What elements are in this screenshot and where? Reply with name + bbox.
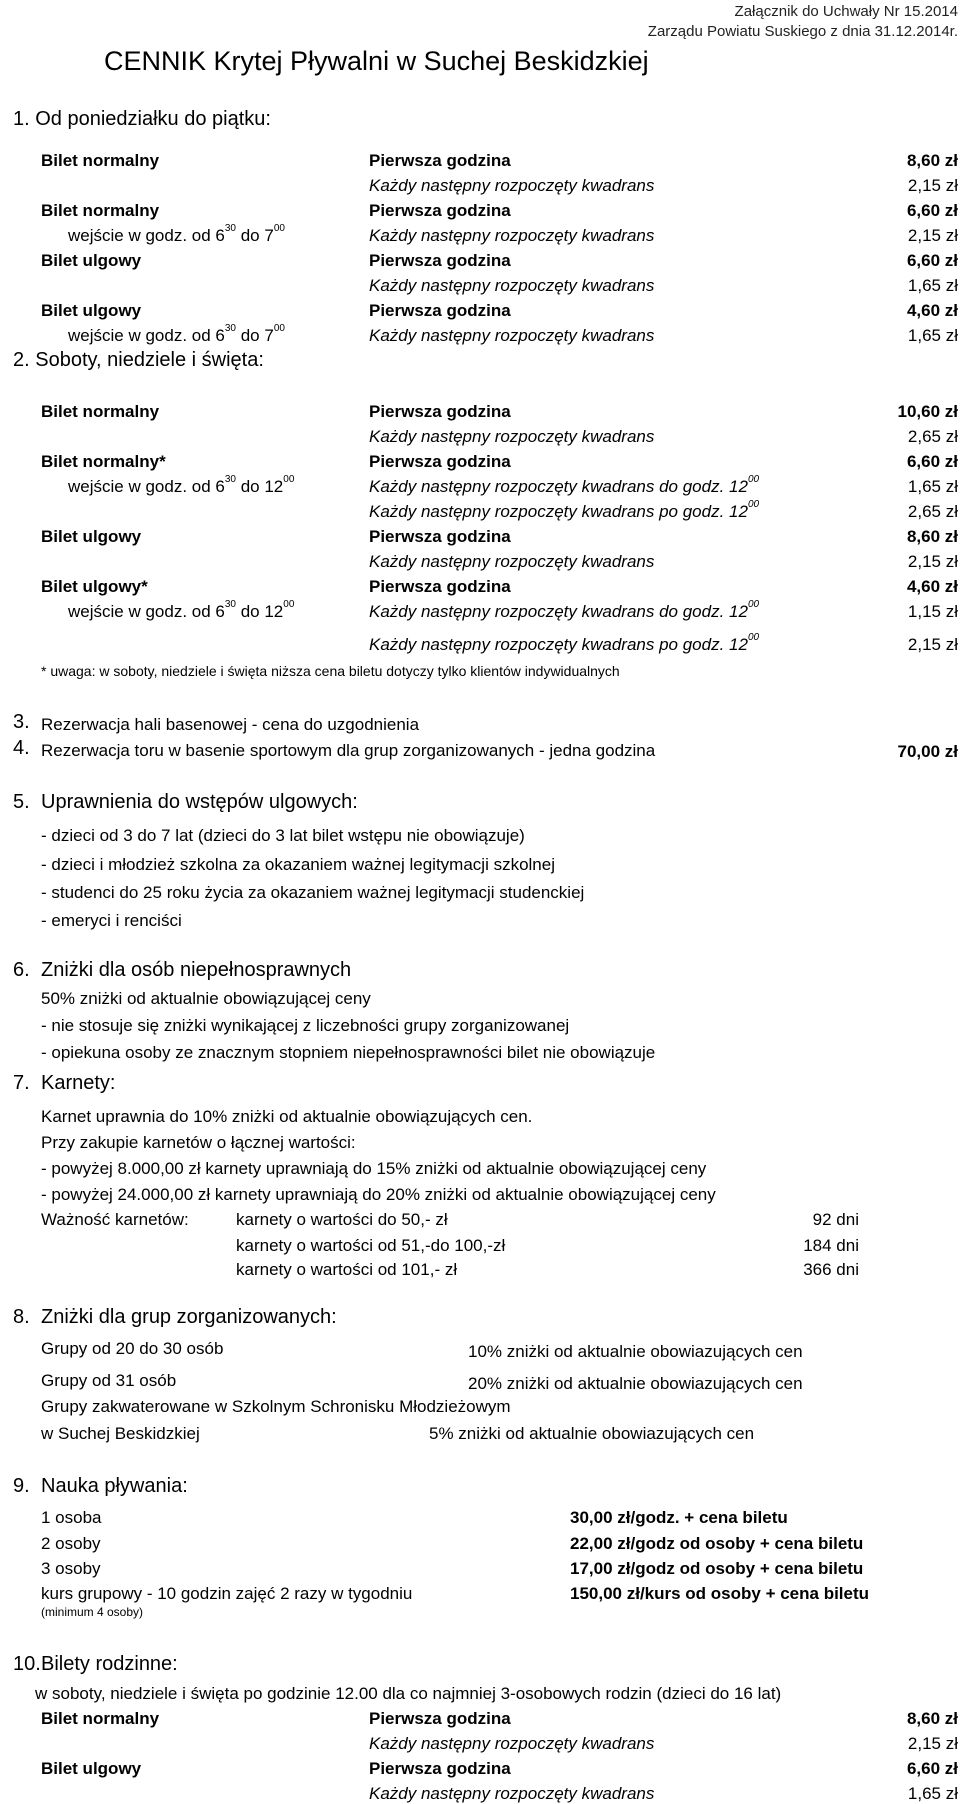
s10-row2-price: 2,15 zł [907,1734,958,1753]
s1-row5-desc: Pierwsza godzina [369,251,511,270]
s9-price-1: 30,00 zł/godz. + cena biletu [570,1508,788,1527]
s8-discount-1: 10% zniżki od aktualnie obowiazujących cen [468,1342,803,1361]
s10-row3-desc: Pierwsza godzina [369,1759,511,1778]
s9-label-3: 3 osoby [41,1559,101,1578]
s8-hostel-line-2: w Suchej Beskidzkiej [41,1424,200,1443]
s9-label-2: 2 osoby [41,1534,101,1553]
s2-row7-desc: Każdy następny rozpoczęty kwadrans [369,552,655,571]
s2-row5-desc: Każdy następny rozpoczęty kwadrans po godz. $12^{00}$ [369,499,760,521]
section-4-num: 4. [13,737,30,759]
s1-row7-desc: Pierwsza godzina [369,301,511,320]
s2-row2-price: 2,65 zł [907,427,958,446]
s2-row10-desc: Każdy następny rozpoczęty kwadrans po godz. $12^{00}$ [369,632,760,654]
s1-row2-desc: Każdy następny rozpoczęty kwadrans [369,176,655,195]
s1-entry-hours-2: wejście w godz. od $6^{30}$ do $7^{00}$ [68,323,285,345]
section-5-num: 5. [13,791,30,813]
s2-row6-price: 8,60 zł [906,527,958,546]
s6-item-3: - opiekuna osoby ze znacznym stopniem niepełnosprawności bilet nie obowiązuje [41,1043,656,1062]
section-6-num: 6. [13,959,30,981]
s1-row3-label: Bilet normalny [41,201,160,220]
s5-item-3: - studenci do 25 roku życia za okazaniem ważnej legitymacji studenckiej [41,883,585,902]
s1-row4-desc: Każdy następny rozpoczęty kwadrans [369,226,655,245]
s9-label-4: kurs grupowy - 10 godzin zajęć 2 razy w tygodniu [41,1584,413,1603]
s2-row9-desc: Każdy następny rozpoczęty kwadrans do godz. $12^{00}$ [369,599,760,621]
s1-row6-price: 1,65 zł [907,276,958,295]
s2-row4-desc: Każdy następny rozpoczęty kwadrans do godz. $12^{00}$ [369,474,760,496]
s10-row1-price: 8,60 zł [906,1709,958,1728]
s1-row1-label: Bilet normalny [41,151,160,170]
s1-row6-desc: Każdy następny rozpoczęty kwadrans [369,276,655,295]
s5-item-1: - dzieci od 3 do 7 lat (dzieci do 3 lat bilet wstępu nie obowiązuje) [41,826,525,845]
s1-row3-price: 6,60 zł [906,201,958,220]
s1-row8-desc: Każdy następny rozpoczęty kwadrans [369,326,655,345]
section-8-num: 8. [13,1306,30,1328]
s7-item-4: - powyżej 24.000,00 zł karnety uprawniają do 20% zniżki od aktualnie obowiązującej ceny [41,1185,716,1204]
s2-row6-label: Bilet ulgowy [41,527,142,546]
s7-validity-desc-2: karnety o wartości od 51,-do 100,-zł [236,1236,506,1255]
s10-row3-price: 6,60 zł [906,1759,958,1778]
s10-row2-desc: Każdy następny rozpoczęty kwadrans [369,1734,655,1753]
section-1-heading: 1. Od poniedziałku do piątku: [13,108,271,130]
s2-row3-price: 6,60 zł [906,452,958,471]
s8-hostel-discount: 5% zniżki od aktualnie obowiazujących cen [429,1424,755,1443]
s1-row7-price: 4,60 zł [906,301,958,320]
s1-row1-price: 8,60 zł [906,151,958,170]
s10-intro: w soboty, niedziele i święta po godzinie 12.00 dla co najmniej 3-osobowych rodzin (dzieci do 16 lat) [35,1684,782,1703]
s5-item-2: - dzieci i młodzież szkolna za okazaniem ważnej legitymacji szkolnej [41,855,555,874]
s2-row8-desc: Pierwsza godzina [369,577,511,596]
s9-price-2: 22,00 zł/godz od osoby + cena biletu [570,1534,864,1553]
s2-entry-hours-1: wejście w godz. od $6^{30}$ do $12^{00}$ [68,474,295,496]
s1-row3-desc: Pierwsza godzina [369,201,511,220]
annex-note: Załącznik do Uchwały Nr 15.2014 [734,3,958,20]
s7-item-2: Przy zakupie karnetów o łącznej wartości: [41,1133,356,1152]
section-3-text: Rezerwacja hali basenowej - cena do uzgodnienia [41,715,420,734]
s2-row1-desc: Pierwsza godzina [369,402,511,421]
s1-row8-price: 1,65 zł [907,326,958,345]
s2-row8-label: Bilet ulgowy* [41,577,148,596]
s2-row3-desc: Pierwsza godzina [369,452,511,471]
s2-footnote: * uwaga: w soboty, niedziele i święta niższa cena biletu dotyczy tylko klientów indywidualnych [41,663,620,679]
s8-group-2: Grupy od 31 osób [41,1371,177,1390]
s5-item-4: - emeryci i renciści [41,911,182,930]
s2-row6-desc: Pierwsza godzina [369,527,511,546]
s7-validity-desc-1: karnety o wartości do 50,- zł [236,1210,448,1229]
page-title: CENNIK Krytej Pływalni w Suchej Beskidzkiej [104,46,649,76]
s2-row7-price: 2,15 zł [907,552,958,571]
s2-row2-desc: Każdy następny rozpoczęty kwadrans [369,427,655,446]
s7-validity-days-3: 366 dni [803,1260,859,1279]
s2-entry-hours-2: wejście w godz. od $6^{30}$ do $12^{00}$ [68,599,295,621]
s1-row7-label: Bilet ulgowy [41,301,142,320]
s8-group-1: Grupy od 20 do 30 osób [41,1339,224,1358]
s6-item-2: - nie stosuje się zniżki wynikającej z liczebności grupy zorganizowanej [41,1016,570,1035]
s9-min-note: (minimum 4 osoby) [41,1605,144,1619]
section-10-num: 10. [13,1653,41,1675]
section-5-heading: Uprawnienia do wstępów ulgowych: [41,791,358,813]
s6-item-1: 50% zniżki od aktualnie obowiązującej ceny [41,989,371,1008]
s1-row5-price: 6,60 zł [906,251,958,270]
section-8-heading: Zniżki dla grup zorganizowanych: [41,1306,337,1328]
s7-item-3: - powyżej 8.000,00 zł karnety uprawniają do 15% zniżki od aktualnie obowiązującej ceny [41,1159,707,1178]
s10-row4-desc: Każdy następny rozpoczęty kwadrans [369,1784,655,1803]
s1-row5-label: Bilet ulgowy [41,251,142,270]
section-9-num: 9. [13,1475,30,1497]
s2-row1-label: Bilet normalny [41,402,160,421]
section-9-heading: Nauka pływania: [41,1475,188,1497]
s7-item-1: Karnet uprawnia do 10% zniżki od aktualnie obowiązujących cen. [41,1107,533,1126]
section-7-num: 7. [13,1072,30,1094]
s9-price-4: 150,00 zł/kurs od osoby + cena biletu [570,1584,870,1603]
section-7-heading: Karnety: [41,1072,116,1094]
section-2-heading: 2. Soboty, niedziele i święta: [13,349,264,371]
s2-row10-price: 2,15 zł [907,635,958,654]
s2-row5-price: 2,65 zł [907,502,958,521]
s10-row4-price: 1,65 zł [907,1784,958,1803]
s2-row9-price: 1,15 zł [907,602,958,621]
s2-row8-price: 4,60 zł [906,577,958,596]
s1-row4-price: 2,15 zł [907,226,958,245]
s8-hostel-line-1: Grupy zakwaterowane w Szkolnym Schronisku Młodzieżowym [41,1397,511,1416]
section-10-heading: Bilety rodzinne: [41,1653,178,1675]
s7-validity-days-1: 92 dni [812,1210,859,1229]
board-note: Zarządu Powiatu Suskiego z dnia 31.12.2014r. [647,23,958,40]
section-4-text: Rezerwacja toru w basenie sportowym dla grup zorganizowanych - jedna godzina [41,741,656,760]
s1-row2-price: 2,15 zł [907,176,958,195]
s7-validity-desc-3: karnety o wartości od 101,- zł [236,1260,458,1279]
s9-label-1: 1 osoba [41,1508,102,1527]
s1-row1-desc: Pierwsza godzina [369,151,511,170]
s8-discount-2: 20% zniżki od aktualnie obowiazujących cen [468,1374,803,1393]
s10-row1-desc: Pierwsza godzina [369,1709,511,1728]
section-3-num: 3. [13,711,30,733]
s10-row1-label: Bilet normalny [41,1709,160,1728]
s10-row3-label: Bilet ulgowy [41,1759,142,1778]
s9-price-3: 17,00 zł/godz od osoby + cena biletu [570,1559,864,1578]
section-6-heading: Zniżki dla osób niepełnosprawnych [41,959,352,981]
s2-row3-label: Bilet normalny* [41,452,166,471]
s7-validity-label: Ważność karnetów: [41,1210,189,1229]
section-4-price: 70,00 zł [897,742,958,761]
s7-validity-days-2: 184 dni [803,1236,859,1255]
s1-entry-hours-1: wejście w godz. od $6^{30}$ do $7^{00}$ [68,223,285,245]
s2-row4-price: 1,65 zł [907,477,958,496]
s2-row1-price: 10,60 zł [897,402,958,421]
